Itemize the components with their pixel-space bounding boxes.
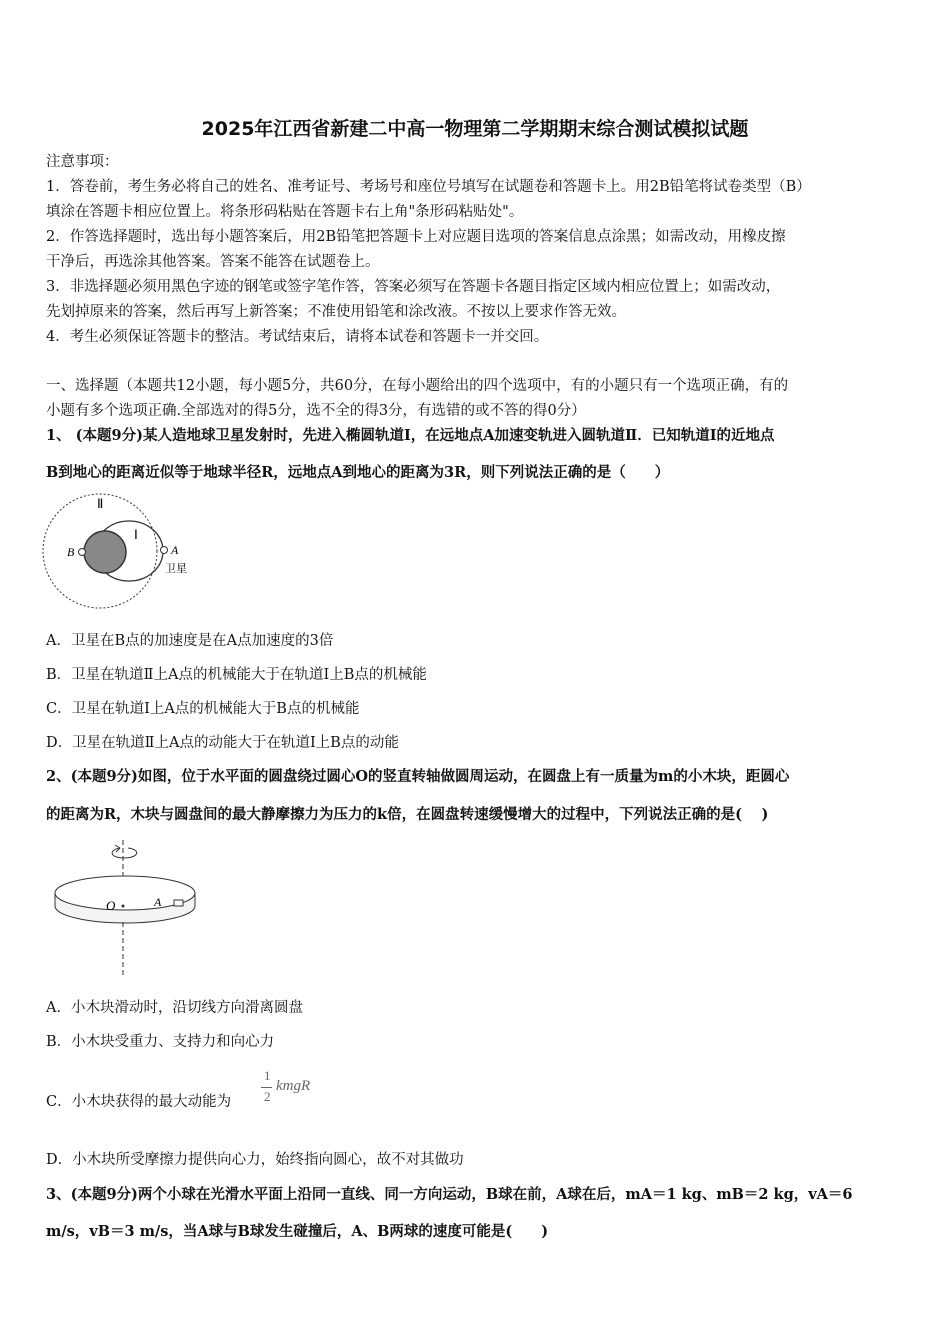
notice-line-3: 2．作答选择题时，选出每小题答案后，用2B铅笔把答题卡上对应题目选项的答案信息点涂黑；如需改动，用橡皮擦: [46, 229, 786, 245]
q2-option-c-text: C．小木块获得的最大动能为: [46, 1094, 232, 1110]
notice-heading: 注意事项：: [46, 154, 119, 170]
q1-stem-line-1: 1、 (本题9分)某人造地球卫星发射时，先进入椭圆轨道Ⅰ，在远地点A加速变轨进入圆轨道Ⅱ．已知轨道Ⅰ的近地点: [46, 427, 775, 444]
q1-stem-line-2: B到地心的距离近似等于地球半径R，远地点A到地心的距离为3R，则下列说法正确的是（ ）: [46, 464, 670, 481]
q2-stem-line-2: 的距离为R，木块与圆盘间的最大静摩擦力为压力的k倍，在圆盘转速缓慢增大的过程中，下列说法正确的是( ): [46, 806, 769, 823]
fraction-denominator: 2: [264, 1089, 271, 1104]
q3-stem-line-1: 3、(本题9分)两个小球在光滑水平面上沿同一直线、同一方向运动，B球在前，A球在后，mA＝1 kg、mB＝2 kg，vA＝6: [46, 1186, 853, 1203]
notice-line-2: 填涂在答题卡相应位置上。将条形码粘贴在答题卡右上角"条形码粘贴处"。: [46, 204, 524, 220]
notice-line-4: 干净后，再选涂其他答案。答案不能答在试题卷上。: [46, 254, 380, 270]
label-orbit-ii: Ⅱ: [97, 496, 104, 511]
q2-stem-line-1: 2、(本题9分)如图，位于水平面的圆盘绕过圆心O的竖直转轴做圆周运动，在圆盘上有一质量为m的小木块，距圆心: [46, 768, 790, 785]
disk-figure: [50, 836, 200, 978]
fraction-numerator: 1: [264, 1068, 271, 1083]
page-title: 2025年江西省新建二中高一物理第二学期期末综合测试模拟试题: [201, 118, 749, 140]
q2-option-b: B．小木块受重力、支持力和向心力: [46, 1034, 275, 1050]
notice-line-1: 1．答卷前，考生务必将自己的姓名、准考证号、考场号和座位号填写在试题卷和答题卡上。用2B铅笔将试卷类型（B）: [46, 179, 811, 195]
orbit-figure: [40, 492, 200, 616]
fraction-bar: [261, 1087, 272, 1088]
label-orbit-i: Ⅰ: [134, 527, 138, 542]
q1-option-a: A．卫星在B点的加速度是在A点加速度的3倍: [46, 633, 334, 649]
point-a-dot: [161, 547, 168, 554]
section-heading-line-1: 一、选择题（本题共12小题，每小题5分，共60分，在每小题给出的四个选项中，有的小题只有一个选项正确，有的: [46, 378, 789, 394]
notice-line-6: 先划掉原来的答案，然后再写上新答案；不准使用铅笔和涂改液。不按以上要求作答无效。: [46, 304, 626, 320]
q3-stem-line-2: m/s，vB＝3 m/s，当A球与B球发生碰撞后，A、B两球的速度可能是( ): [46, 1223, 549, 1240]
point-b-dot: [79, 549, 86, 556]
label-point-b: B: [67, 545, 75, 559]
earth-circle: [84, 531, 126, 573]
q2-option-d: D．小木块所受摩擦力提供向心力，始终指向圆心，故不对其做功: [46, 1152, 464, 1168]
formula-expression: kmgR: [276, 1078, 311, 1094]
q1-option-d: D．卫星在轨道Ⅱ上A点的动能大于在轨道Ⅰ上B点的动能: [46, 735, 399, 751]
label-satellite: 卫星: [165, 562, 187, 575]
notice-line-7: 4．考生必须保证答题卡的整洁。考试结束后，请将本试卷和答题卡一并交回。: [46, 329, 549, 345]
q1-option-c: C．卫星在轨道Ⅰ上A点的机械能大于B点的机械能: [46, 701, 360, 717]
section-heading-line-2: 小题有多个选项正确.全部选对的得5分，选不全的得3分，有选错的或不答的得0分）: [46, 403, 586, 419]
center-dot: [122, 905, 125, 908]
notice-line-5: 3．非选择题必须用黑色字迹的钢笔或签字笔作答，答案必须写在答题卡各题目指定区域内相应位置上；如需改动，: [46, 279, 781, 295]
q2-option-a: A．小木块滑动时，沿切线方向滑离圆盘: [46, 1000, 303, 1016]
label-center-o: O: [106, 898, 116, 913]
label-point-a: A: [154, 895, 162, 909]
rotation-arrow-icon: [112, 848, 137, 858]
label-point-a: A: [171, 543, 179, 557]
wood-block: [174, 900, 183, 906]
q1-option-b: B．卫星在轨道Ⅱ上A点的机械能大于在轨道Ⅰ上B点的机械能: [46, 667, 427, 683]
